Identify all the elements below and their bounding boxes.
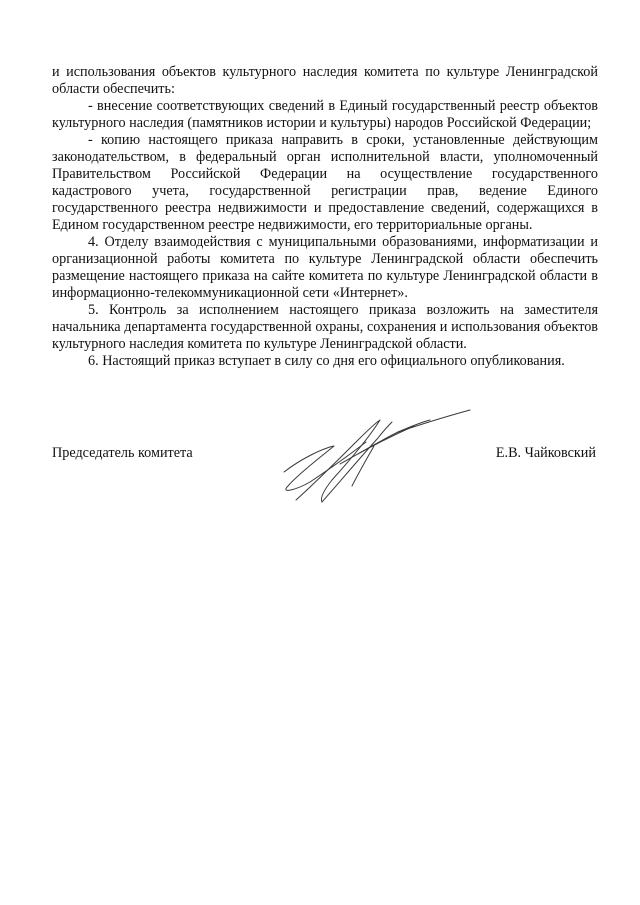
paragraph-continuation: и использования объектов культурного наследия комитета по культуре Ленинградской области обеспечить:	[52, 64, 598, 97]
paragraph-registry-entry: - внесение соответствующих сведений в Единый государственный реестр объектов культурного наследия (памятников истории и культуры) народов Российской Федерации;	[52, 98, 598, 131]
paragraph-item-6: 6. Настоящий приказ вступает в силу со дня его официального опубликования.	[88, 353, 565, 369]
handwritten-signature	[262, 398, 482, 510]
paragraph-copy-dispatch: - копию настоящего приказа направить в сроки, установленные действующим законодательством, в федеральный орган исполнительной власти, уполномоченный Правительством Российской Федерации на осуществление государственного кадастрового учета, государственной регистрации прав, ведение Единого государственного реестра недвижимости и предоставление сведений, содержащихся в Едином государственном реестре недвижимости, его территориальные органы.	[52, 132, 598, 233]
paragraph-item-4: 4. Отделу взаимодействия с муниципальными образованиями, информатизации и организационной работы комитета по культуре Ленинградской области обеспечить размещение настоящего приказа на сайте комитета по культуре Ленинградской области в информационно-телекоммуникационной сети «Интернет».	[52, 234, 598, 301]
paragraph-item-5: 5. Контроль за исполнением настоящего приказа возложить на заместителя начальника департамента государственной охраны, сохранения и использования объектов культурного наследия комитета по культуре Ленинградской области.	[52, 302, 598, 352]
signer-name: Е.В. Чайковский	[495, 445, 596, 461]
document-body	[52, 64, 598, 370]
signer-position-title: Председатель комитета	[52, 445, 193, 461]
